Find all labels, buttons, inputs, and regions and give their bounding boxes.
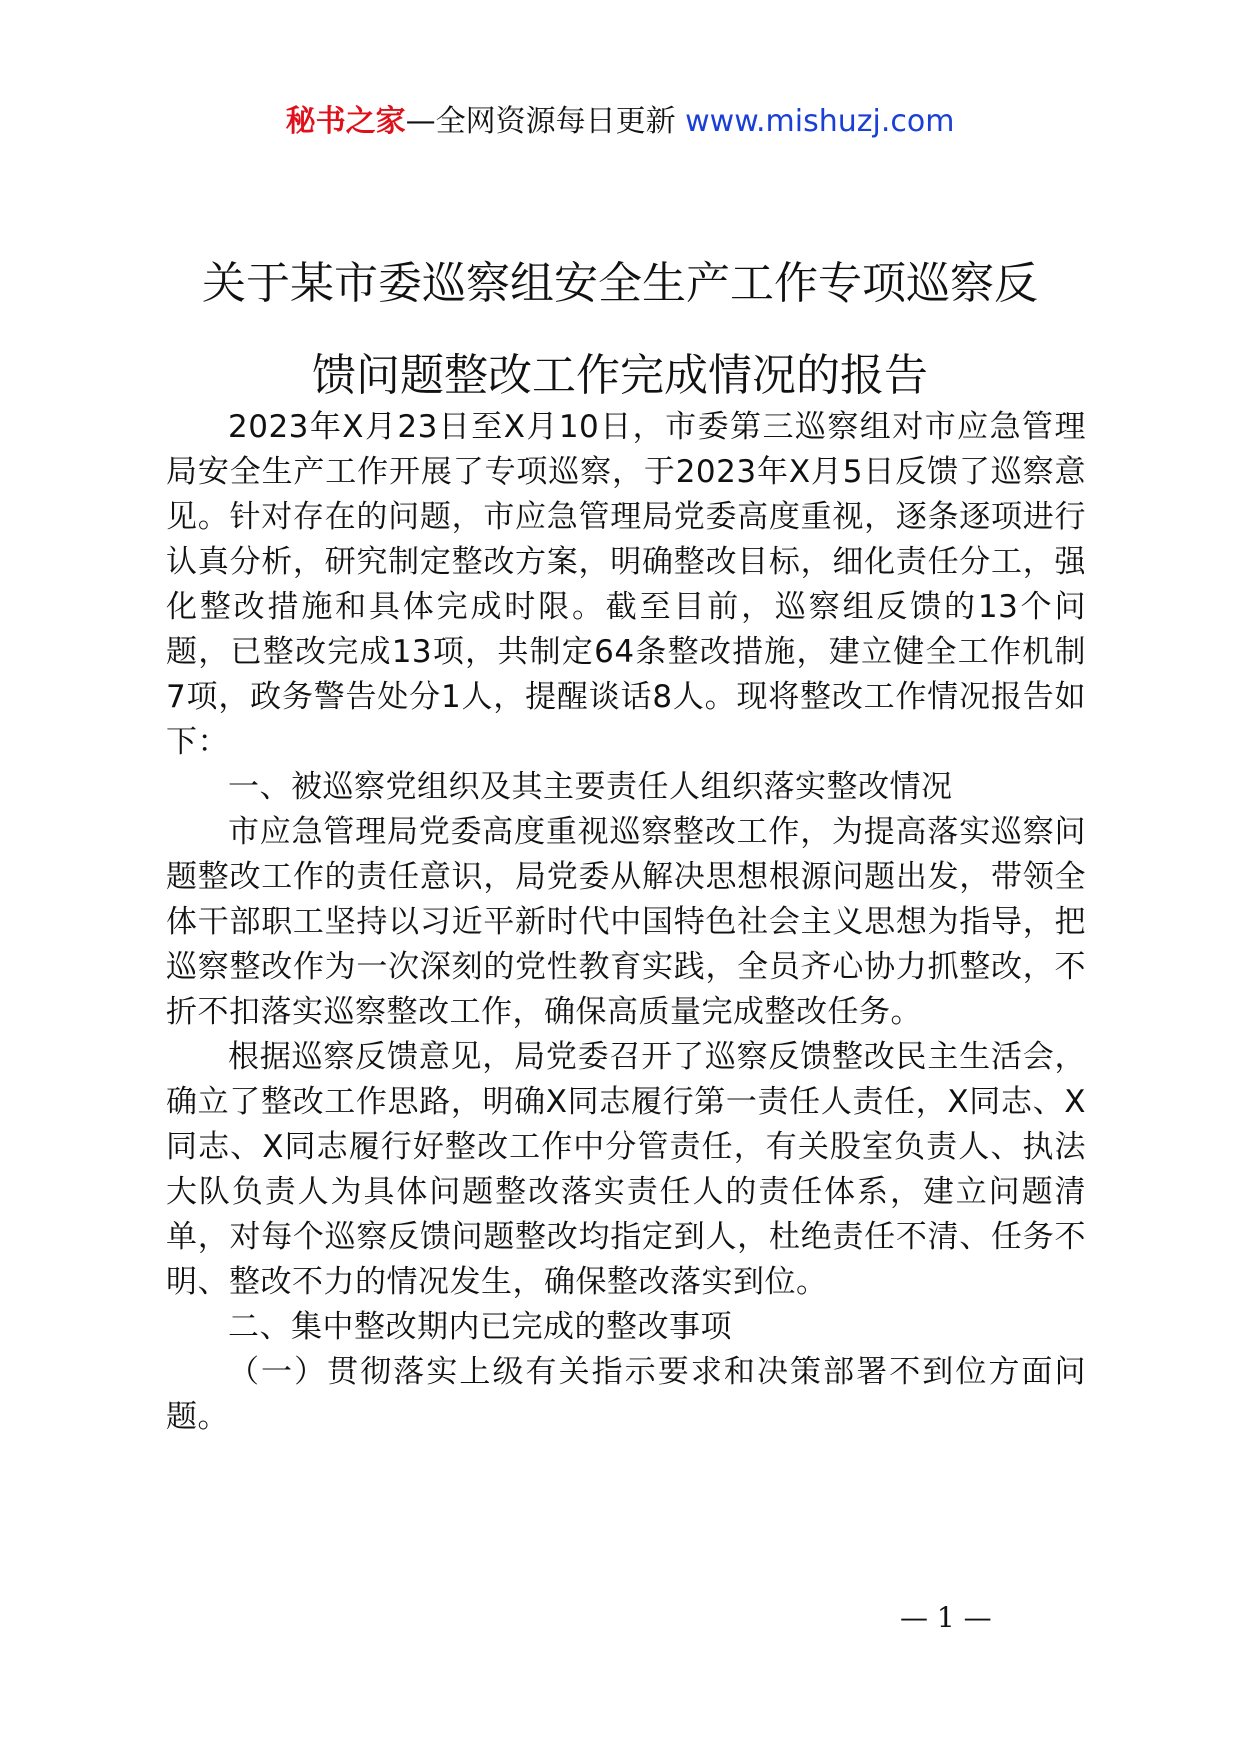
page-number: — 1 — bbox=[900, 1601, 992, 1634]
intro-paragraph: 2023年X月23日至X月10日，市委第三巡察组对市应急管理局安全生产工作开展了专项巡察，于2023年X月5日反馈了巡察意见。针对存在的问题，市应急管理局党委高度重视，逐条逐项进行认真分析，研究制定整改方案，明确整改目标，细化责任分工，强化整改措施和具体完成时限。截至目前，巡察组反馈的13个问题，已整改完成13项，共制定64条整改措施，建立健全工作机制7项，政务警告处分1人，提醒谈话8人。现将整改工作情况报告如下： bbox=[166, 409, 1086, 760]
section-heading-1: 一、被巡察党组织及其主要责任人组织落实整改情况 bbox=[228, 769, 953, 805]
site-url-link[interactable]: www.mishuzj.com bbox=[685, 104, 955, 139]
subsection-heading-1: （一）贯彻落实上级有关指示要求和决策部署不到位方面问题。 bbox=[166, 1354, 1086, 1435]
site-tagline: —全网资源每日更新 bbox=[405, 104, 686, 139]
site-name: 秘书之家 bbox=[285, 104, 406, 139]
document-title-line-1: 关于某市委巡察组安全生产工作专项巡察反 bbox=[202, 258, 1038, 309]
document-title-line-2: 馈问题整改工作完成情况的报告 bbox=[312, 350, 928, 401]
body-paragraph: 市应急管理局党委高度重视巡察整改工作，为提高落实巡察问题整改工作的责任意识，局党委从解决思想根源问题出发，带领全体干部职工坚持以习近平新时代中国特色社会主义思想为指导，把巡察整改作为一次深刻的党性教育实践，全员齐心协力抓整改，不折不扣落实巡察整改工作，确保高质量完成整改任务。 bbox=[166, 814, 1086, 1030]
document-title bbox=[120, 238, 1120, 422]
document-body bbox=[166, 405, 1086, 1440]
body-paragraph: 根据巡察反馈意见，局党委召开了巡察反馈整改民主生活会，确立了整改工作思路，明确X同志履行第一责任人责任，X同志、X同志、X同志履行好整改工作中分管责任，有关股室负责人、执法大队负责人为具体问题整改落实责任人的责任体系，建立问题清单，对每个巡察反馈问题整改均指定到人，杜绝责任不清、任务不明、整改不力的情况发生，确保整改落实到位。 bbox=[166, 1039, 1086, 1300]
section-heading-2: 二、集中整改期内已完成的整改事项 bbox=[228, 1309, 732, 1345]
site-header bbox=[0, 100, 1240, 144]
